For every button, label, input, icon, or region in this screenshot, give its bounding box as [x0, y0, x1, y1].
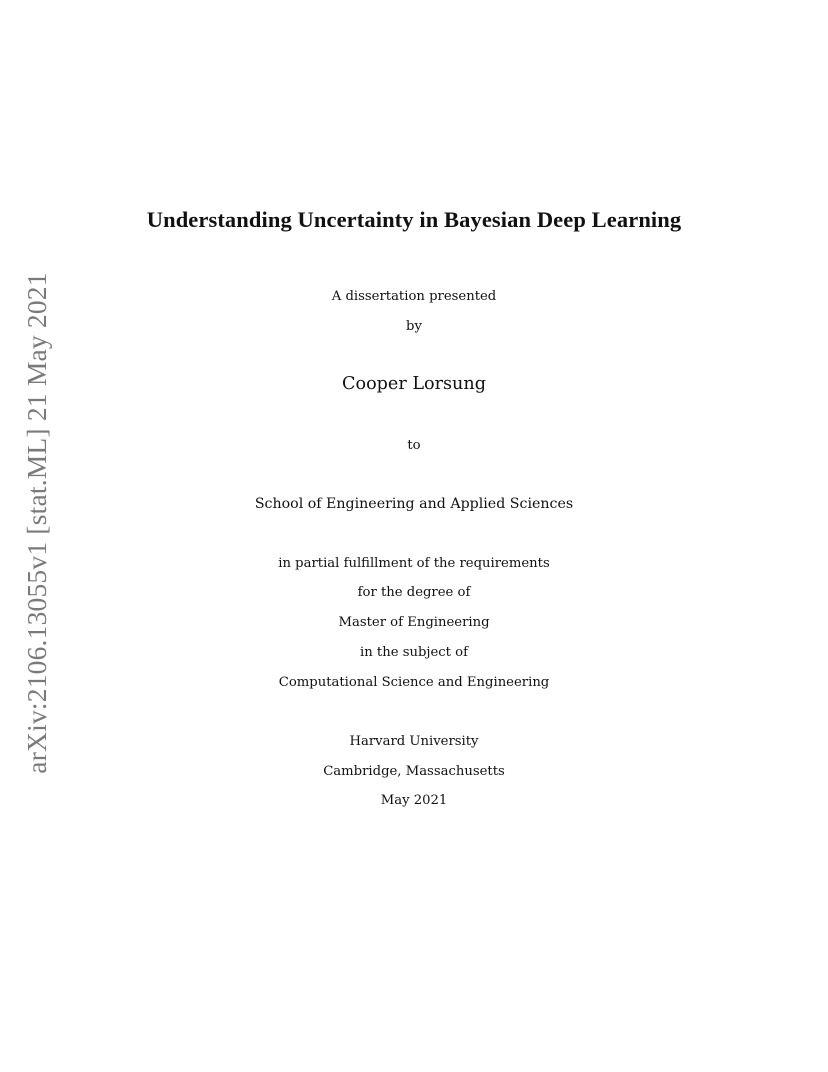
- subject-name: Computational Science and Engineering: [278, 675, 550, 690]
- subject-intro-line: in the subject of: [360, 645, 468, 660]
- degree-name: Master of Engineering: [338, 615, 490, 630]
- by-line: by: [406, 319, 422, 334]
- degree-intro-line: for the degree of: [357, 585, 471, 600]
- to-line: to: [407, 438, 421, 453]
- institution-location: Cambridge, Massachusetts: [323, 764, 505, 779]
- submission-date: May 2021: [380, 793, 448, 808]
- school-name: School of Engineering and Applied Sciences: [254, 496, 574, 512]
- presented-line: A dissertation presented: [331, 289, 497, 304]
- author-name: Cooper Lorsung: [342, 374, 486, 394]
- institution-name: Harvard University: [349, 734, 479, 749]
- dissertation-title: Understanding Uncertainty in Bayesian Deep Learning: [146, 207, 682, 232]
- fulfillment-line: in partial fulfillment of the requirements: [278, 556, 550, 571]
- arxiv-identifier-stamp: arXiv:2106.13055v1 [stat.ML] 21 May 2021: [21, 272, 52, 774]
